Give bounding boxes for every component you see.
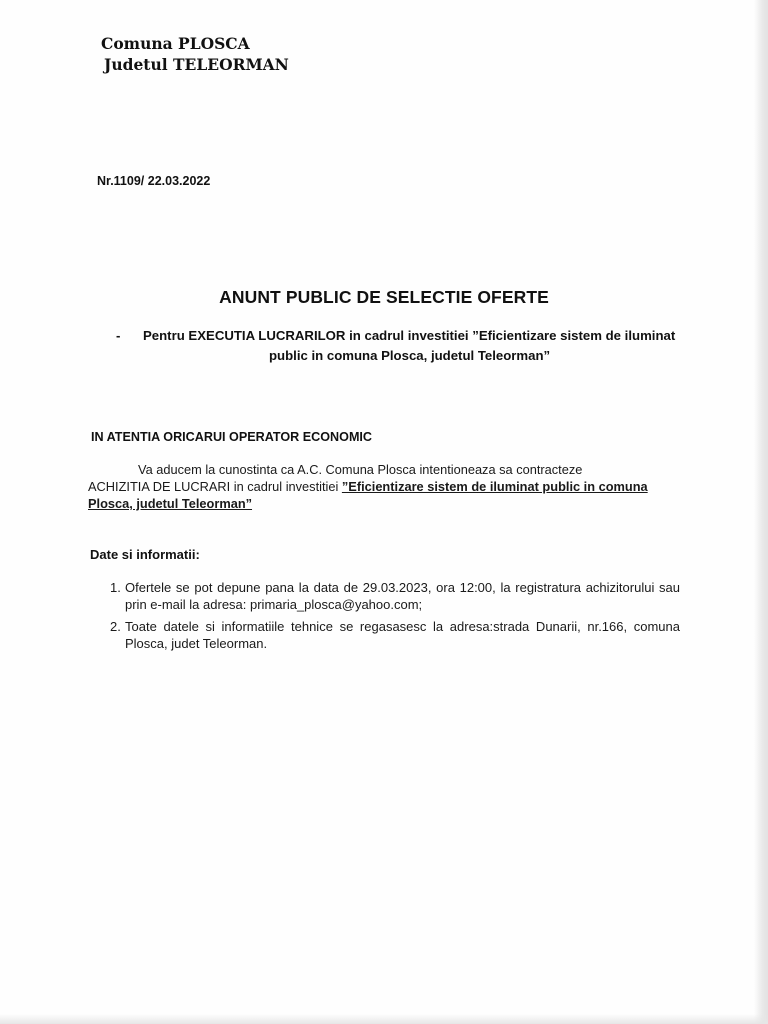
info-heading: Date si informatii: bbox=[90, 547, 200, 562]
document-title: ANUNT PUBLIC DE SELECTIE OFERTE bbox=[219, 287, 549, 307]
list-item-text: Toate datele si informatiile tehnice se regasasesc la adresa:strada Dunarii, nr.166, comuna Plosca, judet Teleorman. bbox=[125, 619, 680, 651]
list-item-text: Ofertele se pot depune pana la data de 29.03.2023, ora 12:00, la registratura achizitorului sau prin e-mail la adresa: primaria_plosca@yahoo.com; bbox=[125, 580, 680, 612]
list-item bbox=[110, 579, 680, 613]
bullet-dash: - bbox=[116, 328, 121, 343]
issuer-commune: Comuna PLOSCA bbox=[101, 34, 250, 53]
issuer-header bbox=[101, 33, 289, 75]
list-item-number: 2. bbox=[110, 619, 121, 634]
paragraph-line-1: Va aducem la cunostinta ca A.C. Comuna Plosca intentioneaza sa contracteze bbox=[138, 462, 583, 477]
info-list bbox=[110, 579, 680, 657]
paragraph-line-2-text: ACHIZITIA DE LUCRARI in cadrul investitiei bbox=[88, 479, 342, 494]
list-item bbox=[110, 618, 680, 652]
scan-edge-right bbox=[754, 0, 768, 1024]
list-item-number: 1. bbox=[110, 580, 121, 595]
paragraph-line-2 bbox=[88, 478, 648, 495]
project-name-part-1: ”Eficientizare sistem de iluminat public in comuna bbox=[341, 479, 648, 494]
subtitle-line-2: public in comuna Plosca, judetul Teleorman” bbox=[269, 348, 551, 363]
issuer-county: Judetul TELEORMAN bbox=[104, 55, 289, 74]
attention-heading: IN ATENTIA ORICARUI OPERATOR ECONOMIC bbox=[91, 430, 373, 444]
scan-edge-bottom bbox=[0, 1014, 768, 1024]
registration-number: Nr.1109/ 22.03.2022 bbox=[97, 174, 211, 188]
subtitle-line-1: Pentru EXECUTIA LUCRARILOR in cadrul investitiei ”Eficientizare sistem de iluminat bbox=[143, 328, 676, 343]
project-name-part-2: Plosca, judetul Teleorman” bbox=[88, 496, 253, 511]
